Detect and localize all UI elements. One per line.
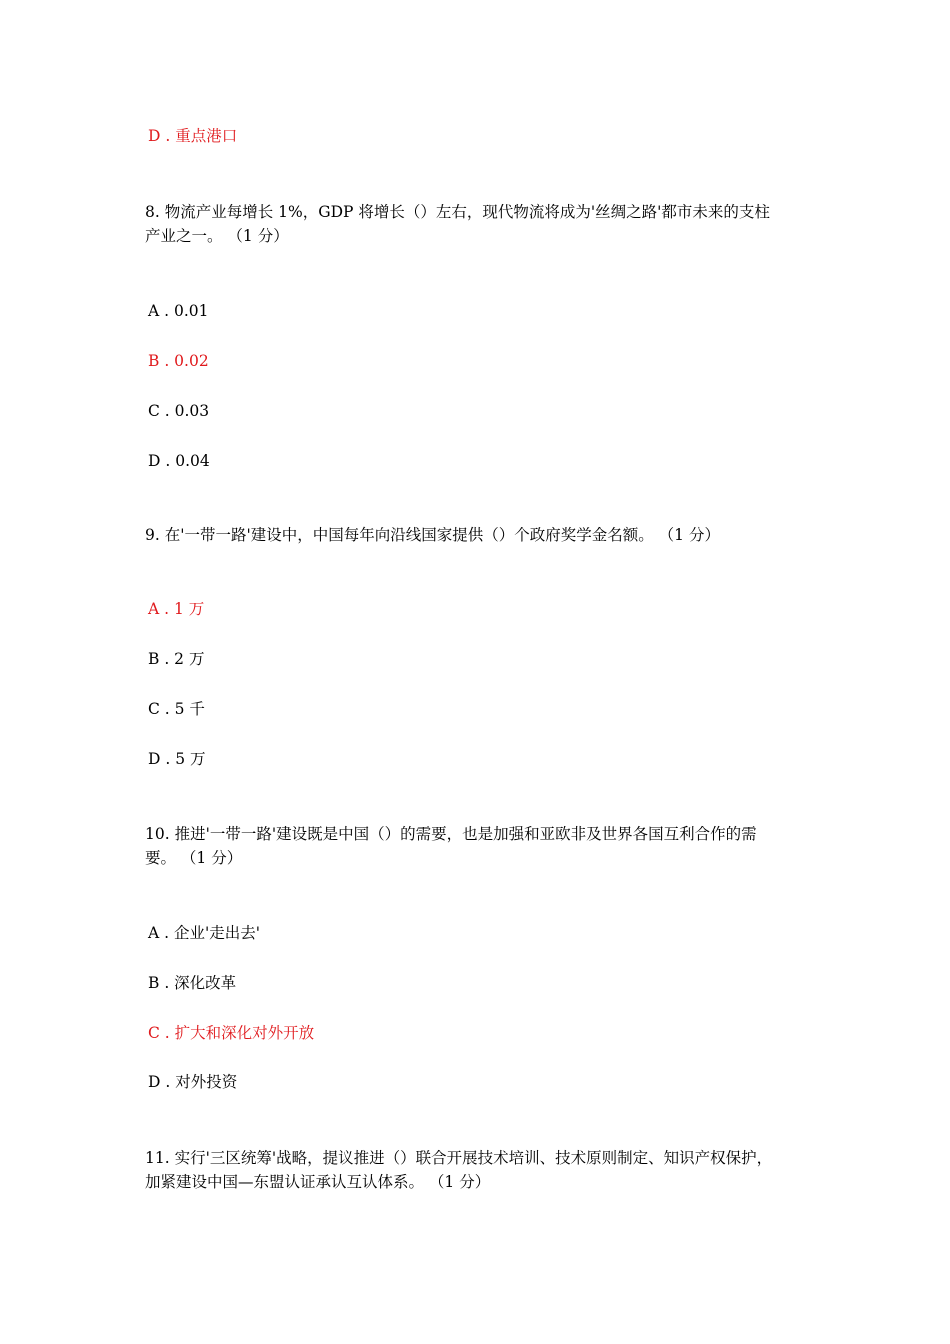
- question-8-option-a: A . 0.01: [148, 302, 209, 320]
- question-9-option-b: B . 2 万: [148, 650, 205, 668]
- question-8-option-b: B . 0.02: [148, 352, 209, 370]
- question-10-option-a: A . 企业'走出去': [148, 924, 260, 942]
- question-10-option-c: C . 扩大和深化对外开放: [148, 1024, 315, 1042]
- question-11-text-line-1: 11. 实行'三区统筹'战略，提议推进（）联合开展技术培训、技术原则制定、知识产权保护，: [145, 1149, 773, 1167]
- question-9-option-a: A . 1 万: [148, 600, 205, 618]
- prev-question-option-d: D . 重点港口: [148, 127, 238, 145]
- question-8-option-c: C . 0.03: [148, 402, 210, 420]
- question-9-option-d: D . 5 万: [148, 750, 206, 768]
- question-9-text-line-1: 9. 在'一带一路'建设中，中国每年向沿线国家提供（）个政府奖学金名额。 （1 分）: [145, 526, 720, 544]
- question-11-text-line-2: 加紧建设中国—东盟认证承认互认体系。 （1 分）: [145, 1173, 491, 1191]
- question-9-option-c: C . 5 千: [148, 700, 205, 718]
- question-8-option-d: D . 0.04: [148, 452, 210, 470]
- question-8-text-line-2: 产业之一。 （1 分）: [145, 227, 289, 245]
- question-10-option-b: B . 深化改革: [148, 974, 237, 992]
- question-10-text-line-2: 要。 （1 分）: [145, 849, 243, 867]
- question-8-text-line-1: 8. 物流产业每增长 1%，GDP 将增长（）左右，现代物流将成为'丝绸之路'都市未来的支柱: [145, 203, 770, 221]
- question-10-text-line-1: 10. 推进'一带一路'建设既是中国（）的需要，也是加强和亚欧非及世界各国互利合作的需: [145, 825, 757, 843]
- question-10-option-d: D . 对外投资: [148, 1073, 238, 1091]
